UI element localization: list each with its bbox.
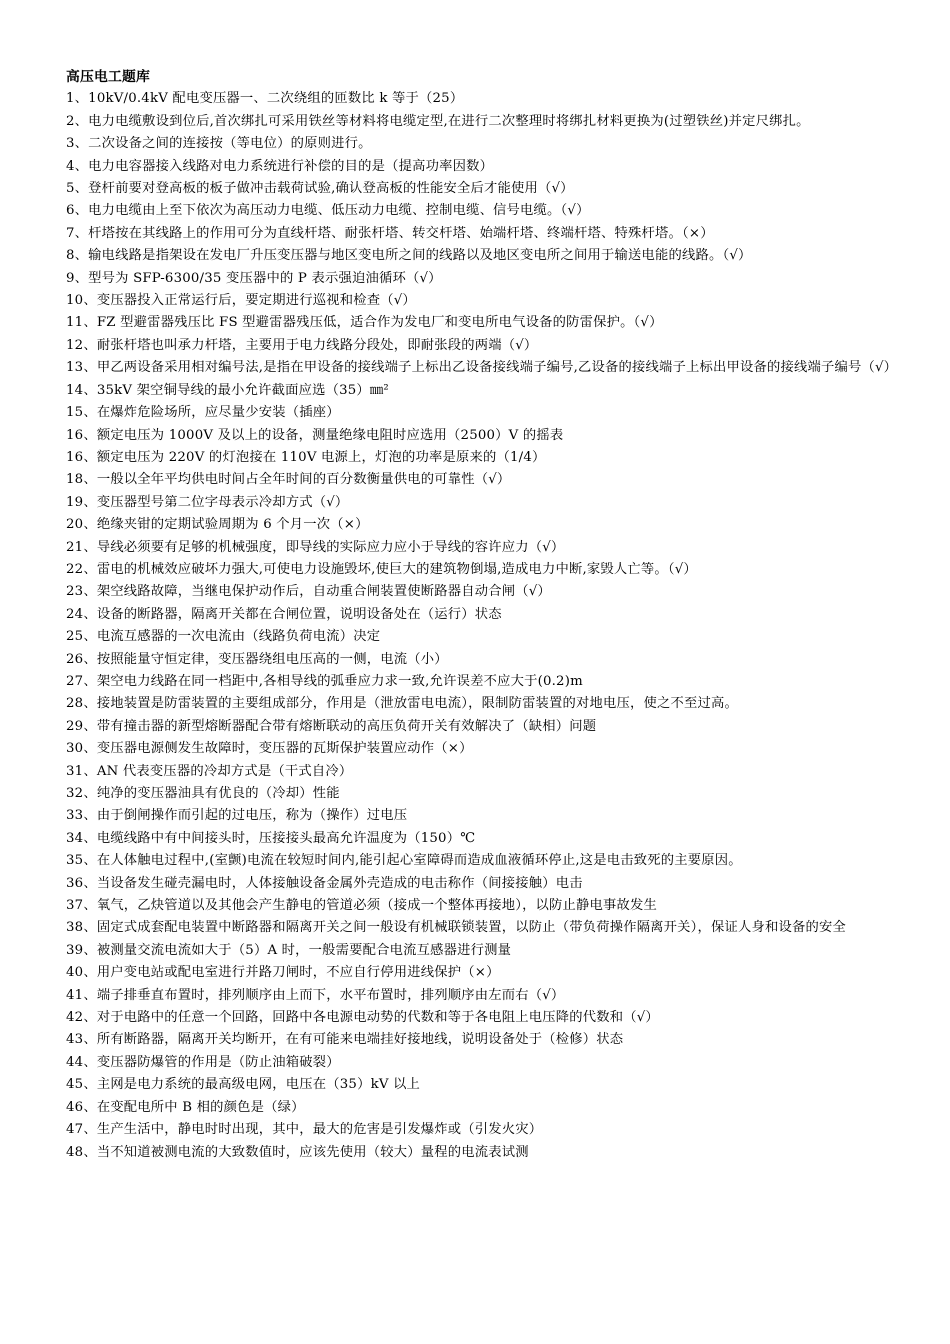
question-item: 20、绝缘夹钳的定期试验周期为 6 个月一次（×） xyxy=(66,517,369,533)
question-item: 32、纯净的变压器油具有优良的（冷却）性能 xyxy=(66,786,340,801)
question-item: 29、带有撞击器的新型熔断器配合带有熔断联动的高压负荷开关有效解决了（缺相）问题 xyxy=(66,718,597,734)
question-item: 5、登杆前要对登高板的板子做冲击载荷试验,确认登高板的性能安全后才能使用（√） xyxy=(66,181,574,197)
question-item: 10、变压器投入正常运行后，要定期进行巡视和检查（√） xyxy=(66,293,416,309)
question-item: 45、主网是电力系统的最高级电网，电压在（35）kV 以上 xyxy=(66,1077,421,1093)
question-item: 47、生产生活中，静电时时出现，其中，最大的危害是引发爆炸或（引发火灾） xyxy=(66,1122,543,1138)
question-item: 44、变压器防爆管的作用是（防止油箱破裂） xyxy=(66,1054,340,1070)
question-item: 42、对于电路中的任意一个回路，回路中各电源电动势的代数和等于各电阻上电压降的代数和（√） xyxy=(66,1010,659,1026)
question-item: 33、由于倒闸操作而引起的过电压，称为（操作）过电压 xyxy=(66,808,408,824)
question-item: 7、杆塔按在其线路上的作用可分为直线杆塔、耐张杆塔、转交杆塔、始端杆塔、终端杆塔、特殊杆塔。（×） xyxy=(66,225,714,241)
question-item: 35、在人体触电过程中,(室颤)电流在较短时间内,能引起心室障碍而造成血液循环停止,这是电击致死的主要原因。 xyxy=(66,853,742,869)
question-item: 22、雷电的机械效应破坏力强大,可使电力设施毁坏,使巨大的建筑物倒塌,造成电力中断,家毁人亡等。（√） xyxy=(66,561,697,577)
document-title: 高压电工题库 xyxy=(66,69,150,85)
question-item: 18、一般以全年平均供电时间占全年时间的百分数衡量供电的可靠性（√） xyxy=(66,472,511,488)
question-item: 19、变压器型号第二位字母表示冷却方式（√） xyxy=(66,494,349,510)
question-item: 13、甲乙两设备采用相对编号法,是指在甲设备的接线端子上标出乙设备接线端子编号,乙设备的接线端子上标出甲设备的接线端子编号（√） xyxy=(66,360,898,376)
question-item: 8、输电线路是指架设在发电厂升压变压器与地区变电所之间的线路以及地区变电所之间用于输送电能的线路。（√） xyxy=(66,248,752,264)
question-item: 36、当设备发生碰壳漏电时，人体接触设备金属外壳造成的电击称作（间接接触）电击 xyxy=(66,875,583,891)
question-item: 4、电力电容器接入线路对电力系统进行补偿的目的是（提高功率因数） xyxy=(66,158,494,174)
question-item: 39、被测量交流电流如大于（5）A 时，一般需要配合电流互感器进行测量 xyxy=(66,942,512,958)
question-item: 6、电力电缆由上至下依次为高压动力电缆、低压动力电缆、控制电缆、信号电缆。（√） xyxy=(66,203,590,219)
question-item: 24、设备的断路器，隔离开关都在合闸位置，说明设备处在（运行）状态 xyxy=(66,606,502,622)
question-item: 3、二次设备之间的连接按（等电位）的原则进行。 xyxy=(66,136,372,152)
question-item: 28、接地装置是防雷装置的主要组成部分，作用是（泄放雷电电流），限制防雷装置的对地电压，使之不至过高。 xyxy=(66,696,739,712)
question-item: 37、氧气，乙炔管道以及其他会产生静电的管道必须（接成一个整体再接地），以防止静电事故发生 xyxy=(66,898,658,914)
question-item: 12、耐张杆塔也叫承力杆塔，主要用于电力线路分段处，即耐张段的两端（√） xyxy=(66,337,538,353)
question-item: 31、AN 代表变压器的冷却方式是（干式自冷） xyxy=(66,763,353,779)
question-item: 40、用户变电站或配电室进行并路刀闸时，不应自行停用进线保护（×） xyxy=(66,965,500,981)
question-item: 11、FZ 型避雷器残压比 FS 型避雷器残压低，适合作为发电厂和变电所电气设备的防雷保护。（√） xyxy=(66,315,663,331)
question-item: 27、架空电力线路在同一档距中,各相导线的弧垂应力求一致,允许误差不应大于(0.2)m xyxy=(66,673,583,689)
question-item: 30、变压器电源侧发生故障时，变压器的瓦斯保护装置应动作（×） xyxy=(66,741,473,757)
question-item: 15、在爆炸危险场所，应尽量少安装（插座） xyxy=(66,405,340,421)
question-item: 2、电力电缆敷设到位后,首次绑扎可采用铁丝等材料将电缆定型,在进行二次整理时将绑扎材料更换为(过塑铁丝)并定尺绑扎。 xyxy=(66,113,810,129)
question-item: 25、电流互感器的一次电流由（线路负荷电流）决定 xyxy=(66,629,381,645)
question-item: 1、10kV/0.4kV 配电变压器一、二次绕组的匝数比 k 等于（25） xyxy=(66,91,464,107)
question-item: 43、所有断路器，隔离开关均断开，在有可能来电端挂好接地线，说明设备处于（检修）状态 xyxy=(66,1032,624,1048)
question-item: 34、电缆线路中有中间接头时，压接接头最高允许温度为（150）℃ xyxy=(66,830,476,846)
question-item: 41、端子排垂直布置时，排列顺序由上而下，水平布置时，排列顺序由左而右（√） xyxy=(66,987,565,1003)
question-item: 46、在变配电所中 B 相的颜色是（绿） xyxy=(66,1099,305,1115)
document-page xyxy=(66,66,898,1164)
question-item: 23、架空线路故障，当继电保护动作后，自动重合闸装置使断路器自动合闸（√） xyxy=(66,584,551,600)
question-list xyxy=(66,88,898,1164)
question-item: 48、当不知道被测电流的大致数值时，应该先使用（较大）量程的电流表试测 xyxy=(66,1144,529,1160)
question-item: 38、固定式成套配电装置中断路器和隔离开关之间一般设有机械联锁装置，以防止（带负荷操作隔离开关），保证人身和设备的安全 xyxy=(66,920,846,936)
question-item: 26、按照能量守恒定律，变压器绕组电压高的一侧，电流（小） xyxy=(66,651,448,667)
question-item: 21、导线必须要有足够的机械强度，即导线的实际应力应小于导线的容许应力（√） xyxy=(66,539,565,555)
question-item: 16、额定电压为 220V 的灯泡接在 110V 电源上，灯泡的功率是原来的（1/4） xyxy=(66,449,546,465)
question-item: 9、型号为 SFP-6300/35 变压器中的 P 表示强迫油循环（√） xyxy=(66,270,442,286)
question-item: 16、额定电压为 1000V 及以上的设备，测量绝缘电阻时应选用（2500）V 的摇表 xyxy=(66,427,564,443)
question-item: 14、35kV 架空铜导线的最小允许截面应选（35）㎜² xyxy=(66,382,389,398)
